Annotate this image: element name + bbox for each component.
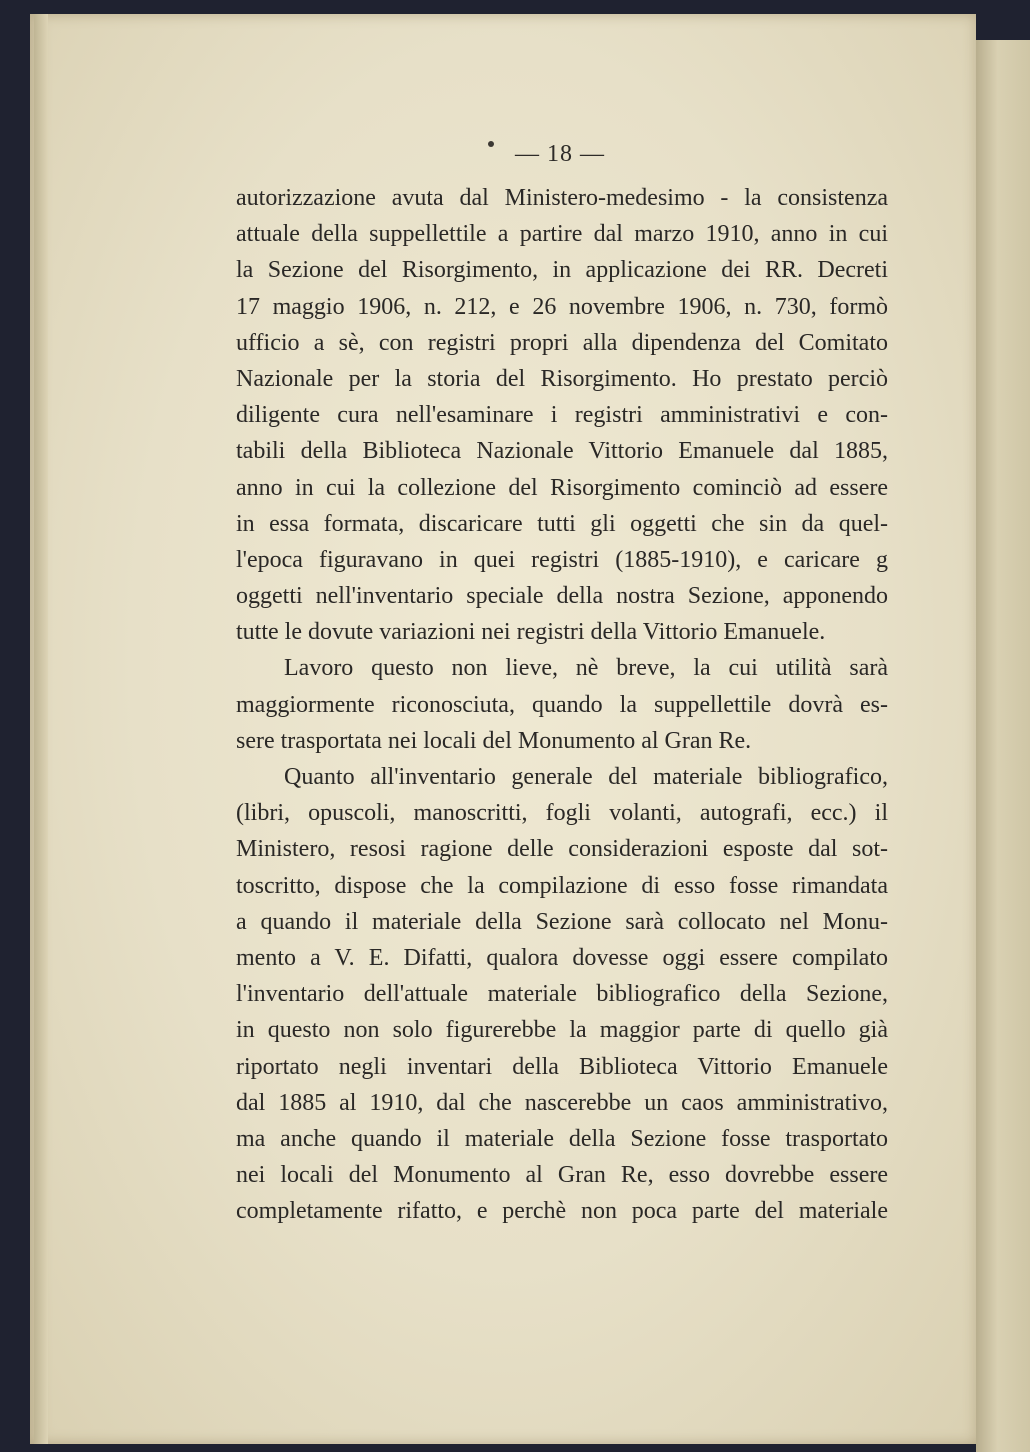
page-gutter [34,14,48,1444]
paragraph-2 [236,650,888,759]
text-line: anno in cui la collezione del Risorgimento cominciò ad essere [236,474,888,501]
text-line: Nazionale per la storia del Risorgimento. Ho prestato perciò [236,365,888,392]
text-line: Ministero, resosi ragione delle considerazioni esposte dal sot- [236,836,888,863]
text-line: l'inventario dell'attuale materiale bibliografico della Sezione, [236,981,888,1008]
body-text [236,180,888,1229]
text-line: dal 1885 al 1910, dal che nascerebbe un caos amministrativo, [236,1089,888,1116]
text-line: mento a V. E. Difatti, qualora dovesse oggi essere compilato [236,944,888,971]
text-line: nei locali del Monumento al Gran Re, esso dovrebbe essere [236,1162,888,1189]
text-line: la Sezione del Risorgimento, in applicazione dei RR. Decreti [236,257,888,284]
text-line: tutte le dovute variazioni nei registri della Vittorio Emanuele. [236,619,826,646]
text-line: oggetti nell'inventario speciale della nostra Sezione, apponendo [236,583,888,610]
text-line: in essa formata, discaricare tutti gli oggetti che sin da quel- [236,510,888,537]
text-line: riportato negli inventari della Biblioteca Vittorio Emanuele [236,1053,888,1080]
adjacent-page-edge [976,40,1030,1452]
text-line: completamente rifatto, e perchè non poca parte del materiale [236,1198,888,1225]
text-line: Quanto all'inventario generale del materiale bibliografico, [284,764,888,790]
text-line: ma anche quando il materiale della Sezione fosse trasportato [236,1125,888,1152]
text-line: l'epoca figuravano in quei registri (1885-1910), e caricare g [236,546,888,573]
text-line: Lavoro questo non lieve, nè breve, la cui utilità sarà [284,655,888,682]
text-line: in questo non solo figurerebbe la maggior parte di quello già [236,1017,888,1044]
text-line: ufficio a sè, con registri propri alla dipendenza del Comitato [236,329,888,356]
page-number: — 18 — [515,141,605,167]
text-line: autorizzazione avuta dal Ministero-medesimo - la consistenza [236,185,888,211]
text-line: maggiormente riconosciuta, quando la suppellettile dovrà es- [236,691,888,718]
text-line: a quando il materiale della Sezione sarà collocato nel Monu- [236,908,888,935]
text-line: (libri, opuscoli, manoscritti, fogli volanti, autografi, ecc.) il [236,800,888,827]
paragraph-1 [236,180,888,650]
text-line: toscritto, dispose che la compilazione di esso fosse rimandata [236,872,888,899]
text-line: attuale della suppellettile a partire dal marzo 1910, anno in cui [236,221,888,248]
text-line: diligente cura nell'esaminare i registri amministrativi e con- [236,402,888,429]
text-line: sere trasportata nei locali del Monumento al Gran Re. [236,727,752,754]
text-line: 17 maggio 1906, n. 212, e 26 novembre 1906, n. 730, formò [236,293,888,320]
text-line: tabili della Biblioteca Nazionale Vittorio Emanuele dal 1885, [236,438,888,465]
paragraph-3 [236,759,888,1229]
